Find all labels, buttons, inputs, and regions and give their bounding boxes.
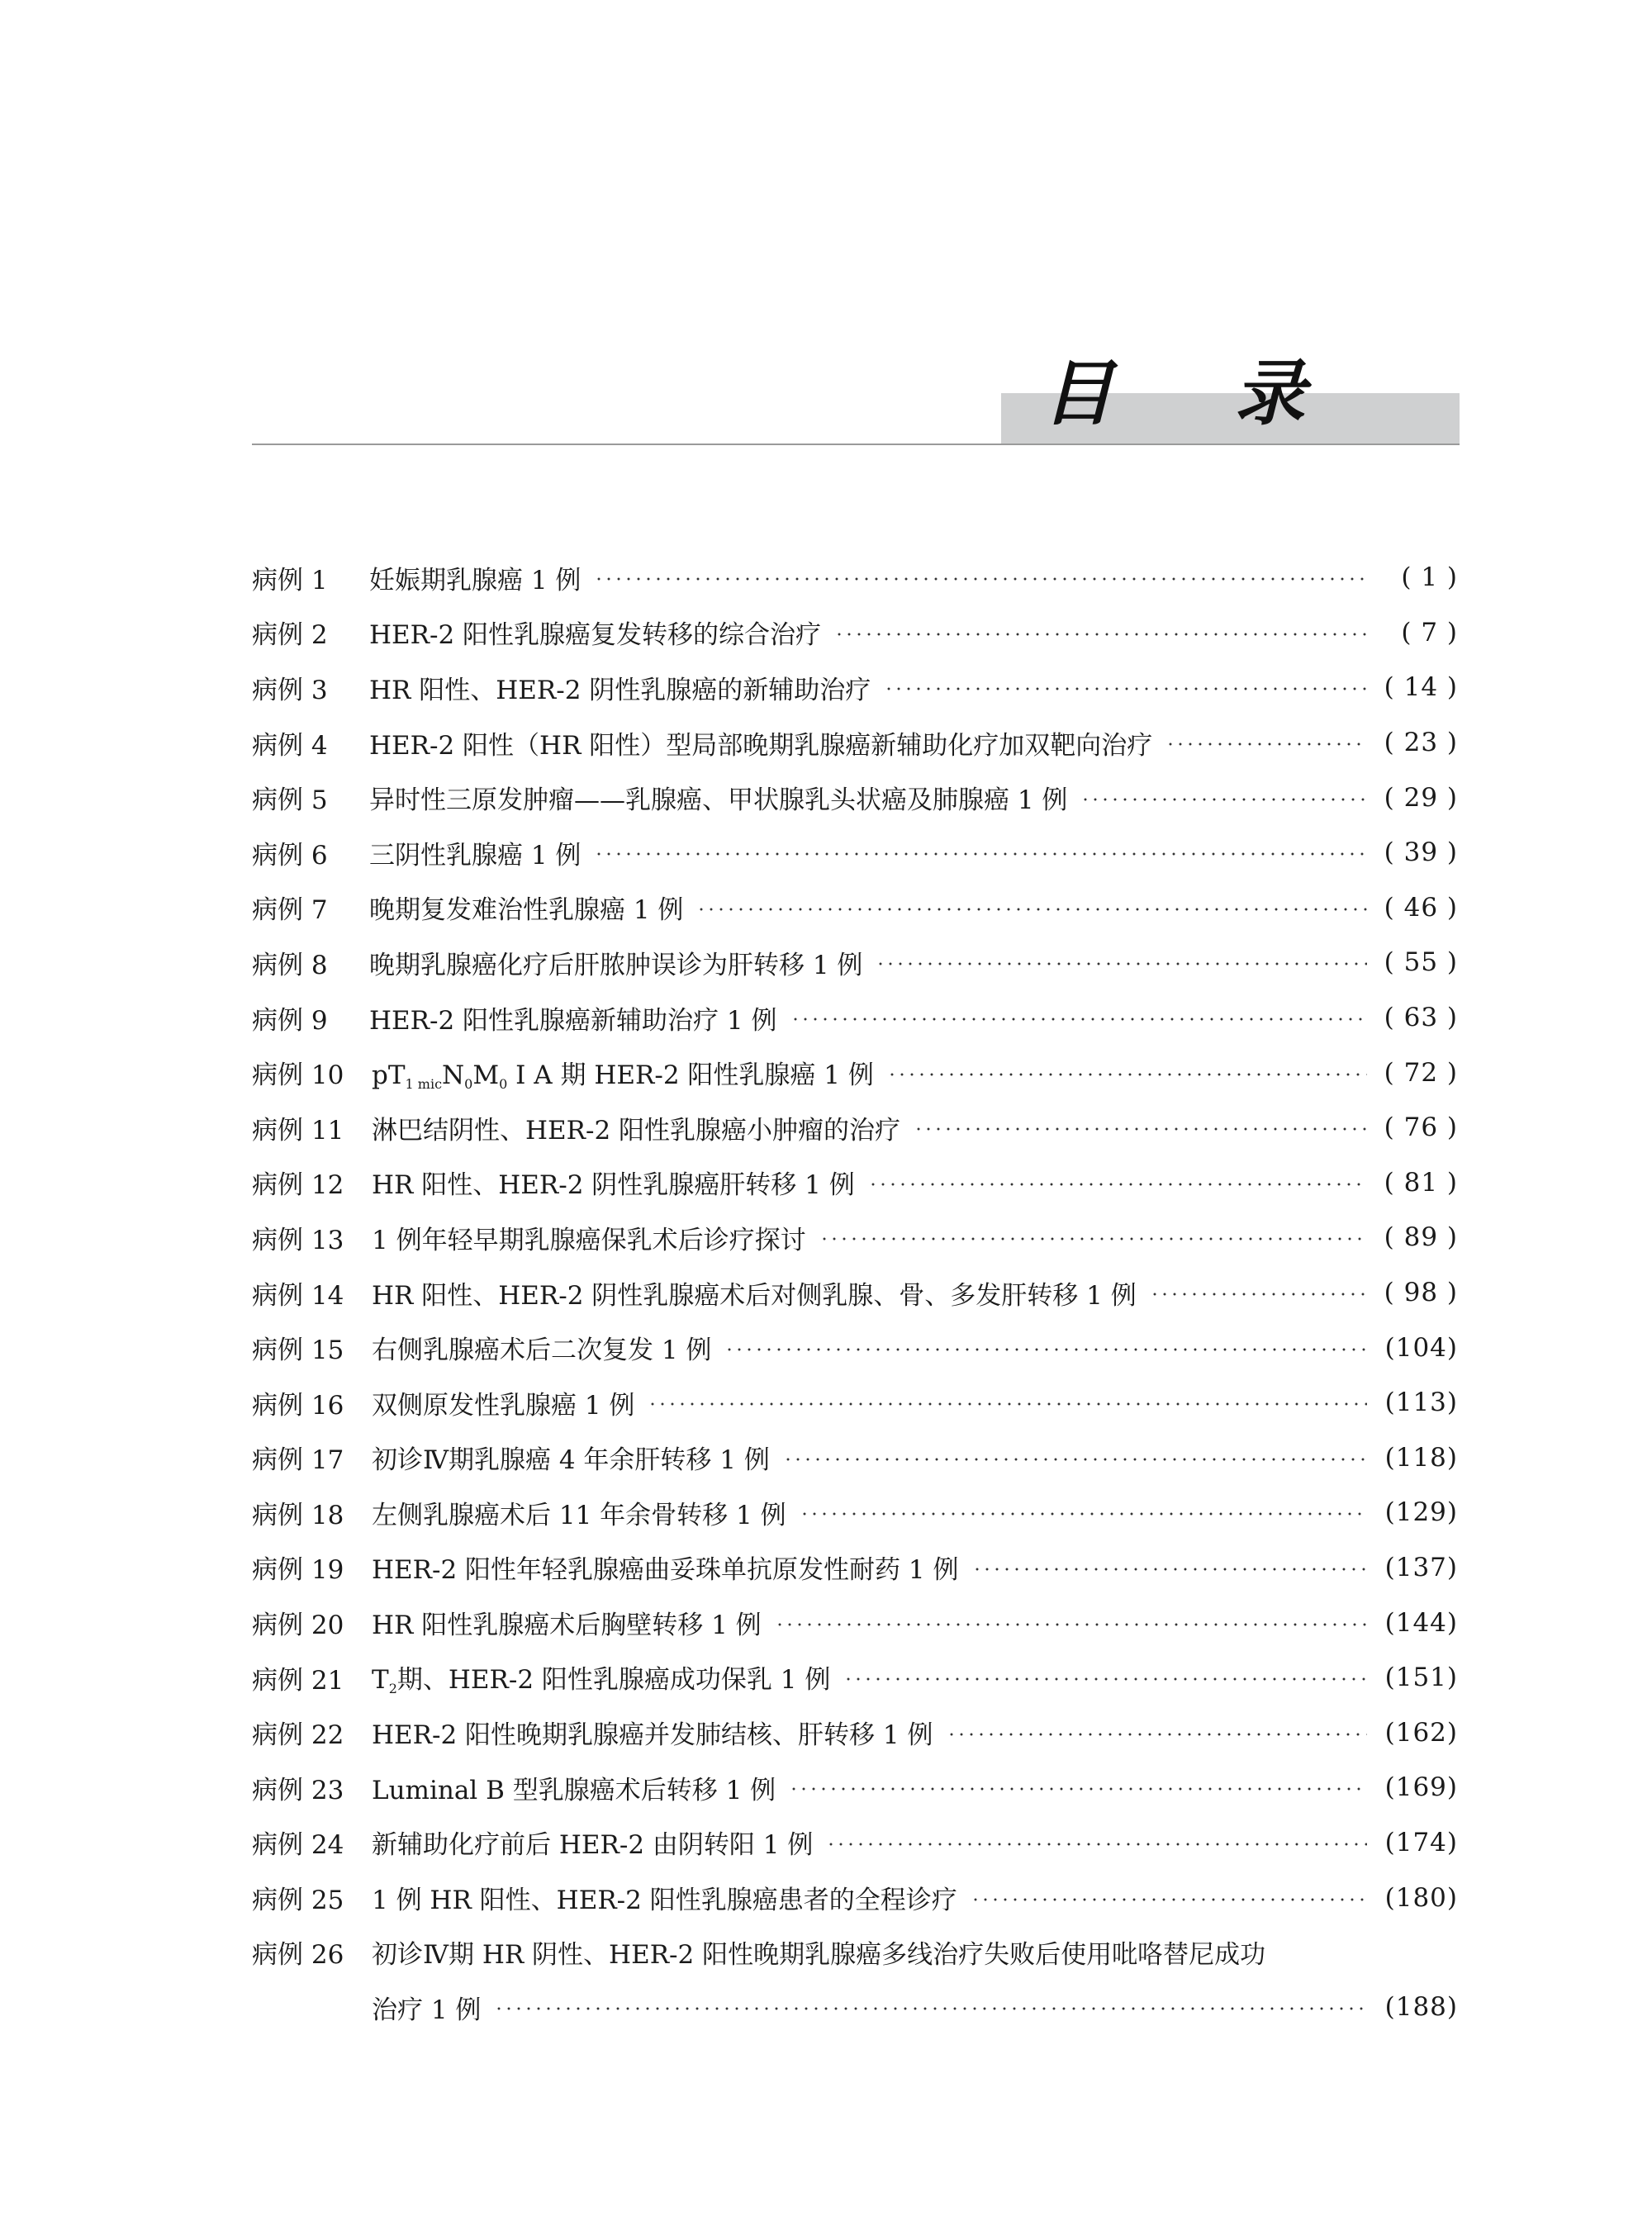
entry-title: 右侧乳腺癌术后二次复发 1 例 — [372, 1335, 712, 1366]
case-label: 病例 5 — [252, 785, 328, 816]
dot-leader — [783, 1458, 1367, 1461]
dot-leader — [914, 1127, 1367, 1131]
entry-title-continued: 治疗 1 例 — [372, 1995, 482, 2025]
toc-entry[interactable] — [252, 1155, 1458, 1211]
toc-entry[interactable] — [252, 1650, 1458, 1706]
case-label: 病例 6 — [252, 840, 328, 871]
page-number: ( 23 ) — [1384, 728, 1458, 758]
entry-title: 新辅助化疗前后 HER-2 由阴转阳 1 例 — [372, 1830, 814, 1861]
dot-leader — [887, 1073, 1367, 1076]
entry-title: HER-2 阳性晚期乳腺癌并发肺结核、肝转移 1 例 — [372, 1720, 933, 1751]
dot-leader — [494, 2007, 1367, 2010]
toc-entry[interactable] — [252, 1100, 1458, 1155]
dot-leader — [789, 1787, 1367, 1791]
dot-leader — [972, 1568, 1368, 1571]
case-label: 病例 20 — [252, 1611, 344, 1641]
case-label: 病例 10 — [252, 1060, 344, 1091]
entry-title: 1 例 HR 阳性、HER-2 阳性乳腺癌患者的全程诊疗 — [372, 1886, 957, 1916]
case-label: 病例 12 — [252, 1170, 344, 1201]
case-label: 病例 14 — [252, 1280, 344, 1311]
entry-title: 晚期复发难治性乳腺癌 1 例 — [369, 895, 684, 926]
toc-entry[interactable] — [252, 990, 1458, 1046]
entry-title: 左侧乳腺癌术后 11 年余骨转移 1 例 — [372, 1500, 786, 1530]
case-label: 病例 8 — [252, 950, 328, 980]
dot-leader — [696, 908, 1367, 911]
toc-entry[interactable] — [252, 1595, 1458, 1650]
page-number: (137) — [1384, 1552, 1458, 1582]
entry-title: HR 阳性、HER-2 阴性乳腺癌的新辅助治疗 — [369, 675, 871, 705]
case-label: 病例 13 — [252, 1225, 344, 1255]
toc-entry[interactable] — [252, 1210, 1458, 1265]
toc-entry[interactable] — [252, 935, 1458, 990]
dot-leader — [648, 1402, 1367, 1406]
dot-leader — [868, 1183, 1367, 1186]
toc-entry[interactable] — [252, 1815, 1458, 1871]
dot-leader — [1165, 742, 1367, 746]
dot-leader — [947, 1733, 1368, 1736]
dot-leader — [1150, 1293, 1367, 1296]
page-number: (188) — [1384, 1992, 1458, 2023]
page-number: (144) — [1384, 1607, 1458, 1638]
page-number: ( 39 ) — [1384, 837, 1458, 868]
page-number: ( 14 ) — [1384, 672, 1458, 703]
toc-entry[interactable] — [252, 880, 1458, 936]
toc-entry[interactable] — [252, 1045, 1458, 1100]
page-number: ( 89 ) — [1384, 1222, 1458, 1253]
entry-title: HER-2 阳性乳腺癌复发转移的综合治疗 — [369, 620, 822, 651]
dot-leader — [826, 1843, 1367, 1846]
toc-entry[interactable] — [252, 1265, 1458, 1321]
page-number: (129) — [1384, 1497, 1458, 1528]
case-label: 病例 26 — [252, 1940, 344, 1971]
entry-title: 1 例年轻早期乳腺癌保乳术后诊疗探讨 — [372, 1225, 806, 1255]
dot-leader — [884, 687, 1367, 690]
page-number: (162) — [1384, 1717, 1458, 1748]
toc-entry[interactable] — [252, 1375, 1458, 1430]
case-label: 病例 18 — [252, 1500, 344, 1530]
case-label: 病例 19 — [252, 1555, 344, 1586]
entry-title: HR 阳性、HER-2 阴性乳腺癌术后对侧乳腺、骨、多发肝转移 1 例 — [372, 1280, 1137, 1311]
case-label: 病例 9 — [252, 1005, 328, 1036]
page-number: (180) — [1384, 1882, 1458, 1913]
case-label: 病例 4 — [252, 730, 328, 761]
toc-entry[interactable] — [252, 660, 1458, 715]
page-number: ( 29 ) — [1384, 782, 1458, 813]
page-number: (174) — [1384, 1827, 1458, 1857]
dot-leader — [1080, 798, 1367, 801]
entry-title: HER-2 阳性年轻乳腺癌曲妥珠单抗原发性耐药 1 例 — [372, 1555, 959, 1586]
toc-entry[interactable] — [252, 770, 1458, 825]
dot-leader — [594, 852, 1367, 856]
entry-title: Luminal B 型乳腺癌术后转移 1 例 — [372, 1775, 776, 1805]
entry-title: $pT_{1 mic}N_0M_0$ Ⅰ A 期 HER-2 阳性乳腺癌 1 例 — [372, 1060, 874, 1092]
case-label: 病例 25 — [252, 1886, 344, 1916]
page-number: ( 72 ) — [1384, 1057, 1458, 1088]
toc-entry[interactable] — [252, 1430, 1458, 1486]
case-label: 病例 15 — [252, 1335, 344, 1366]
case-label: 病例 11 — [252, 1115, 344, 1146]
entry-title: HR 阳性乳腺癌术后胸壁转移 1 例 — [372, 1611, 762, 1641]
toc-entry[interactable] — [252, 550, 1458, 605]
page-number: ( 7 ) — [1401, 617, 1458, 648]
entry-title: 异时性三原发肿瘤——乳腺癌、甲状腺乳头状癌及肺腺癌 1 例 — [369, 785, 1068, 816]
case-label: 病例 7 — [252, 895, 328, 926]
entry-title: 初诊Ⅳ期乳腺癌 4 年余肝转移 1 例 — [372, 1445, 770, 1476]
case-label: 病例 22 — [252, 1720, 344, 1751]
dot-leader — [843, 1677, 1367, 1681]
dot-leader — [971, 1898, 1367, 1901]
entry-title: 妊娠期乳腺癌 1 例 — [369, 565, 582, 595]
entry-title: 初诊Ⅳ期 HR 阴性、HER-2 阳性晚期乳腺癌多线治疗失败后使用吡咯替尼成功 — [372, 1940, 1266, 1971]
entry-title: $T_2$期、HER-2 阳性乳腺癌成功保乳 1 例 — [372, 1665, 831, 1697]
toc-entry[interactable] — [252, 1485, 1458, 1540]
dot-leader — [594, 577, 1367, 581]
toc-entry[interactable] — [252, 1925, 1458, 1980]
dot-leader — [790, 1018, 1368, 1021]
toc-entry[interactable] — [252, 1705, 1458, 1760]
entry-title: 淋巴结阴性、HER-2 阳性乳腺癌小肿瘤的治疗 — [372, 1115, 901, 1146]
dot-leader — [834, 633, 1367, 636]
entry-title: HER-2 阳性（HR 阳性）型局部晚期乳腺癌新辅助化疗加双靶向治疗 — [369, 730, 1153, 761]
toc-entry[interactable] — [252, 605, 1458, 661]
toc-entry[interactable] — [252, 1320, 1458, 1375]
dot-leader — [800, 1512, 1367, 1516]
page-number: ( 76 ) — [1384, 1112, 1458, 1143]
toc-entry-continuation[interactable] — [252, 1980, 1458, 2035]
toc-entry[interactable] — [252, 1760, 1458, 1815]
page-number: ( 81 ) — [1384, 1167, 1458, 1198]
case-label: 病例 23 — [252, 1775, 344, 1805]
case-label: 病例 3 — [252, 675, 328, 705]
page-number: (169) — [1384, 1772, 1458, 1803]
entry-title: 双侧原发性乳腺癌 1 例 — [372, 1390, 635, 1421]
page-number: ( 55 ) — [1384, 947, 1458, 978]
toc-entry[interactable] — [252, 715, 1458, 771]
entry-title: HR 阳性、HER-2 阴性乳腺癌肝转移 1 例 — [372, 1170, 855, 1201]
entry-title: HER-2 阳性乳腺癌新辅助治疗 1 例 — [369, 1005, 777, 1036]
table-of-contents — [252, 550, 1458, 2034]
dot-leader — [876, 962, 1367, 965]
case-label: 病例 1 — [252, 565, 328, 595]
page-number: ( 63 ) — [1384, 1003, 1458, 1033]
page-number: (151) — [1384, 1663, 1458, 1693]
case-label: 病例 17 — [252, 1445, 344, 1476]
page-number: ( 1 ) — [1401, 562, 1458, 593]
case-label: 病例 24 — [252, 1830, 344, 1861]
case-label: 病例 21 — [252, 1665, 344, 1696]
page-number: ( 46 ) — [1384, 892, 1458, 923]
toc-entry[interactable] — [252, 1540, 1458, 1596]
page-number: (113) — [1384, 1388, 1458, 1418]
toc-entry[interactable] — [252, 825, 1458, 880]
title-rule — [252, 444, 1460, 445]
page-title: 目 录 — [1042, 352, 1353, 435]
case-label: 病例 2 — [252, 620, 328, 651]
page-number: (118) — [1384, 1442, 1458, 1473]
dot-leader — [724, 1348, 1367, 1351]
toc-entry[interactable] — [252, 1870, 1458, 1925]
case-label: 病例 16 — [252, 1390, 344, 1421]
dot-leader — [819, 1237, 1367, 1241]
entry-title: 三阴性乳腺癌 1 例 — [369, 840, 582, 871]
page-number: (104) — [1384, 1332, 1458, 1363]
page-number: ( 98 ) — [1384, 1278, 1458, 1308]
dot-leader — [775, 1623, 1367, 1626]
entry-title: 晚期乳腺癌化疗后肝脓肿误诊为肝转移 1 例 — [369, 950, 863, 980]
